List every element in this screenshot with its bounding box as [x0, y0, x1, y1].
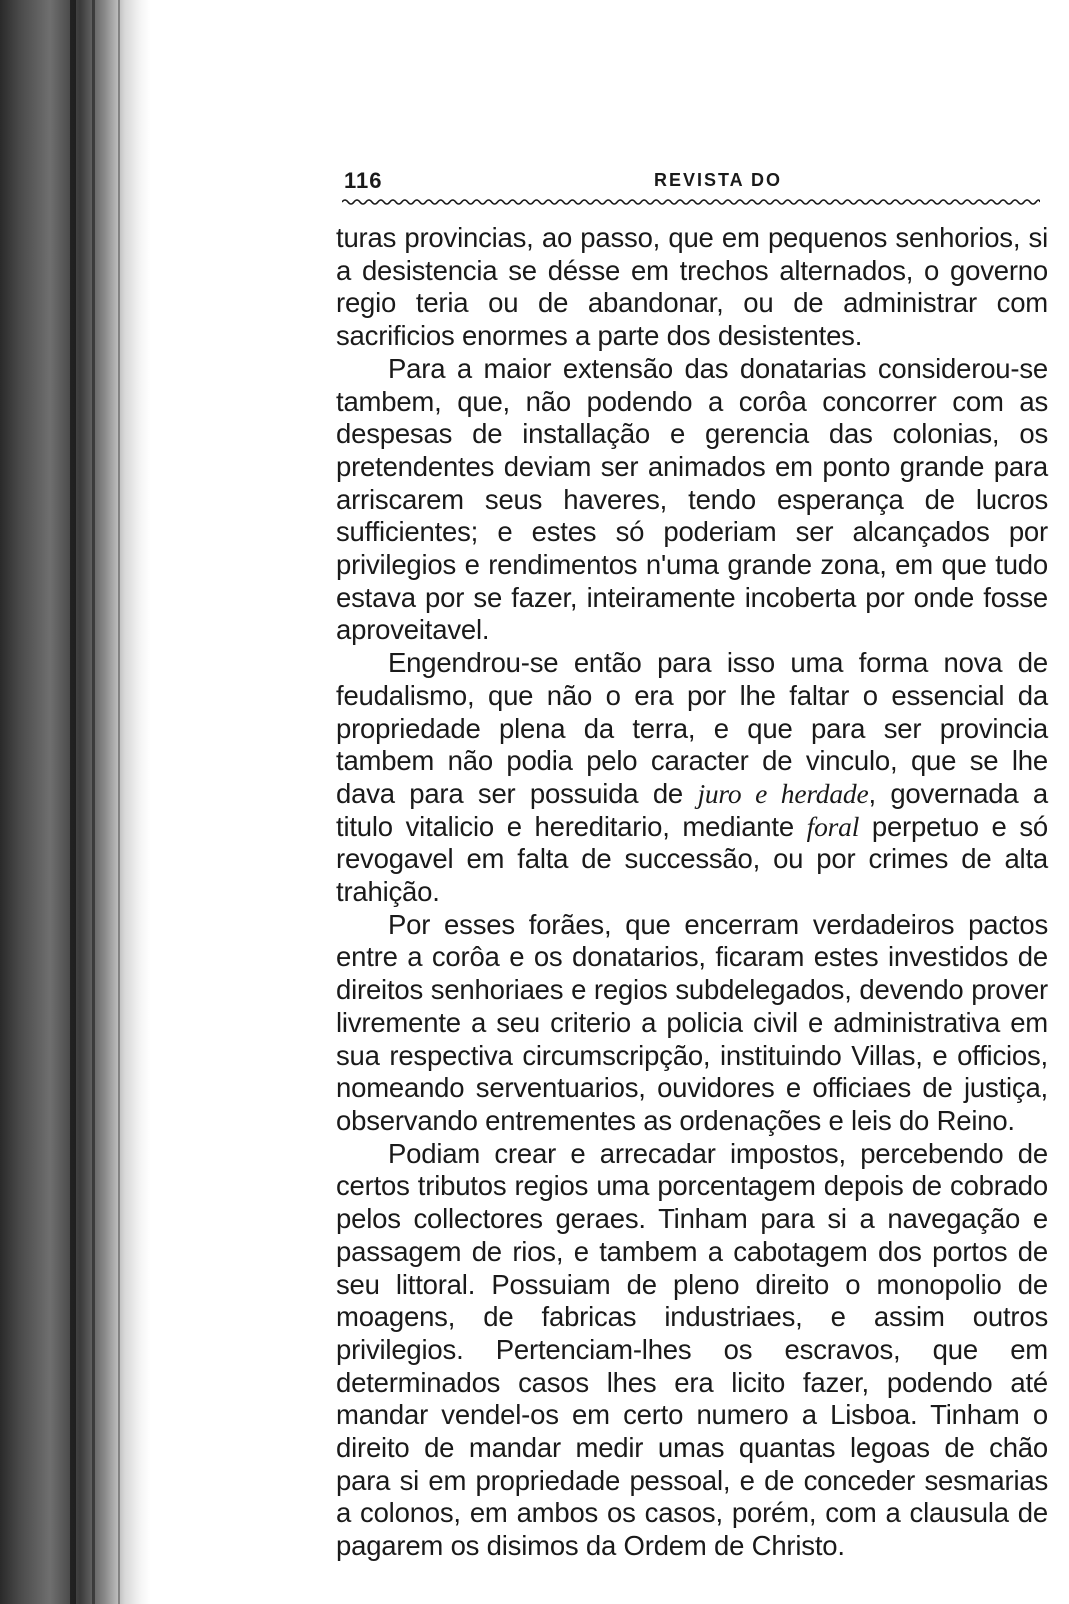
page-header: [336, 160, 1048, 194]
italic-term-foral: foral: [806, 810, 860, 842]
running-title: REVISTA DO: [654, 170, 783, 190]
paragraph-continuation: turas provincias, ao passo, que em pequenos senhorios, si a desistencia se désse em trechos alternados, o governo regio teria ou de abandonar, ou de administrar com sacrificios enormes a parte dos desistentes.: [336, 222, 1048, 352]
paragraph-donatarias: Para a maior extensão das donatarias considerou-se tambem, que, não podendo a corôa concorrer com as despesas de installação e gerencia das colonias, os pretendentes deviam ser animados em ponto grande para arriscarem seus haveres, tendo esperança de lucros sufficientes; e estes só poderiam ser alcançados por privilegios e rendimentos n'uma grande zona, em que tudo estava por se fazer, inteiramente incoberta por onde fosse aproveitavel.: [336, 352, 1048, 646]
italic-term-juro-e-herdade: juro e herdade: [697, 777, 869, 809]
binding-shadow: [70, 0, 76, 1604]
paragraph-impostos: Podiam crear e arrecadar impostos, percebendo de certos tributos regios uma porcentagem depois de cobrado pelos collectores geraes. Tinham para si a navegação e passagem de rios, e tambem a cabotagem dos portos de seu littoral. Possuiam de pleno direito o monopolio de moagens, de fabricas industriaes, e assim outros privilegios. Pertenciam-lhes os escravos, que em determinados casos lhes era licito fazer, podendo até mandar vendel-os em certo numero a Lisboa. Tinham o direito de mandar medir umas quantas legoas de chão para si em propriedade pessoal, e de conceder sesmarias a colonos, em ambos os casos, porém, com a clausula de pagarem os disimos da Ordem de Christo.: [336, 1137, 1048, 1562]
paragraph-feudalismo: [336, 647, 1048, 909]
paragraph-text-segment: perpetuo e só revogavel em falta de successão, ou por crimes de alta trahição.: [336, 810, 1048, 908]
binding-shadow: [92, 0, 95, 1604]
binding-shadow: [118, 0, 120, 1604]
book-page: [336, 160, 1048, 1563]
paragraph-foraes: Por esses forães, que encerram verdadeiros pactos entre a corôa e os donatarios, ficaram estes investidos de direitos senhoriaes e regios subdelegados, devendo prover livremente a seu criterio a policia civil e administrativa em sua respectiva circumscripção, instituindo Villas, e officios, nomeando serventuarios, ouvidores e officiaes de justiça, observando entrementes as ordenações e leis do Reino.: [336, 908, 1048, 1136]
paragraph-text-segment: , governada a titulo vitalicio e hereditario, mediante: [336, 777, 1049, 842]
paragraph-text-segment: Engendrou-se então para isso uma forma nova de feudalismo, que não o era por lhe faltar o essencial da propriedade plena da terra, e que para ser provincia tambem não podia pelo caracter de vinculo, que se lhe dava para ser possuida de: [336, 647, 1048, 809]
book-binding-gutter: [0, 0, 150, 1604]
header-wavy-rule: [342, 198, 1040, 206]
page-number: 116: [344, 168, 383, 193]
page-body-text: [336, 222, 1048, 1563]
